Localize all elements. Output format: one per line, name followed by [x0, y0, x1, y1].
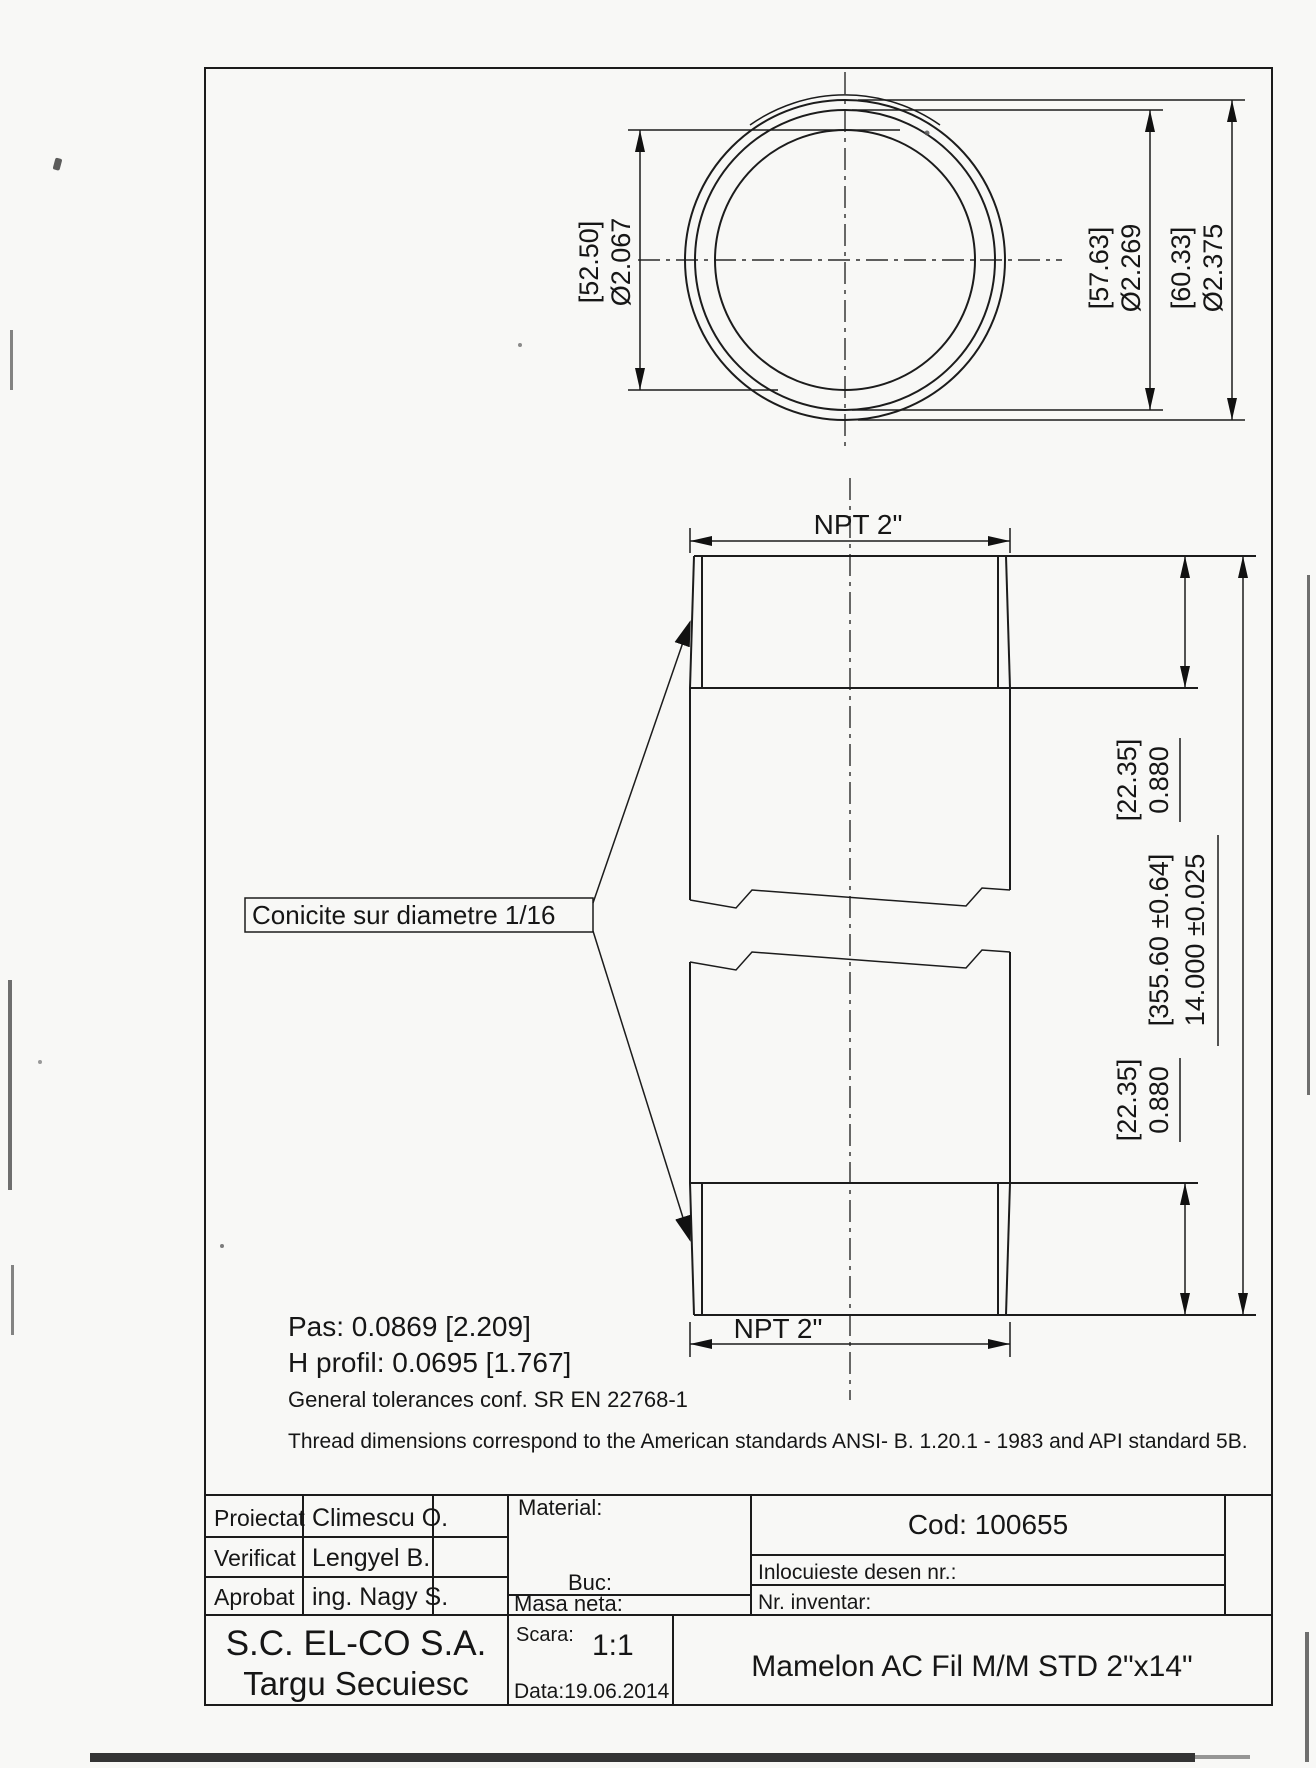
buc-label: Buc:: [568, 1570, 613, 1595]
dim-outer-metric: [60.33]: [1166, 226, 1196, 310]
signature-row-value: Climescu O.: [312, 1504, 449, 1532]
drawing-frame: [205, 68, 1272, 1705]
top-view: [574, 72, 1245, 452]
note-pas: Pas: 0.0869 [2.209]: [288, 1311, 531, 1342]
taper-note-text: Conicite sur diametre 1/16: [252, 900, 556, 930]
scan-speck: [518, 343, 522, 347]
scan-speck: [38, 1060, 42, 1064]
dim-thread-length-bottom: [1112, 1058, 1190, 1315]
dim-inner-metric: [52.50]: [574, 220, 604, 304]
overall-length-metric: [355.60 ±0.64]: [1144, 853, 1174, 1027]
overall-length-inch: 14.000 ±0.025: [1180, 853, 1210, 1027]
note-h-profil: H profil: 0.0695 [1.767]: [288, 1347, 572, 1378]
scale-label: Scara:: [516, 1624, 574, 1646]
scale-value: 1:1: [592, 1629, 634, 1662]
dim-outer-inch: Ø2.375: [1198, 223, 1228, 313]
dim-pitch-diameter: [852, 110, 1163, 410]
dim-pitch-metric: [57.63]: [1084, 226, 1114, 310]
title-block: [205, 1495, 1272, 1705]
note-tolerances: General tolerances conf. SR EN 22768-1: [288, 1387, 688, 1412]
signature-row-value: ing. Nagy S.: [312, 1583, 449, 1611]
front-view: [245, 478, 1256, 1400]
company-name: S.C. EL-CO S.A.: [225, 1624, 487, 1663]
scan-speck: [925, 131, 930, 136]
thread-length-bottom-inch: 0.880: [1144, 1066, 1174, 1134]
dim-inner-diameter: [574, 130, 900, 390]
signature-row-label: Aprobat: [214, 1584, 295, 1610]
leader-line-upper: [593, 622, 690, 903]
part-code: Cod: 100655: [907, 1509, 1069, 1540]
npt-bottom-label: NPT 2": [733, 1313, 823, 1344]
dim-overall-length: [1144, 556, 1248, 1315]
signature-row-label: Verificat: [214, 1545, 296, 1571]
signature-row-value: Lengyel B.: [312, 1544, 431, 1572]
thread-length-top-inch: 0.880: [1144, 746, 1174, 814]
npt-top-label: NPT 2": [813, 509, 903, 540]
note-thread-standard: Thread dimensions correspond to the American standards ANSI- B. 1.20.1 - 1983 and API standard 5B.: [288, 1430, 1248, 1453]
replaces-drawing-label: Inlocuieste desen nr.:: [758, 1561, 957, 1584]
date-value: Data:19.06.2014: [514, 1680, 670, 1703]
masa-neta-label: Masa neta:: [514, 1591, 623, 1616]
dim-inner-inch: Ø2.067: [606, 217, 636, 307]
thread-length-bottom-metric: [22.35]: [1112, 1058, 1142, 1142]
scan-artifacts: [8, 131, 1310, 1763]
scan-speck: [220, 1244, 224, 1248]
part-title: Mamelon AC Fil M/M STD 2"x14": [751, 1650, 1193, 1683]
thread-length-top-metric: [22.35]: [1112, 738, 1142, 822]
company-city: Targu Secuiesc: [243, 1665, 469, 1702]
scan-speck: [53, 157, 63, 170]
signature-row-label: Proiectat: [214, 1505, 305, 1531]
material-label: Material:: [518, 1495, 603, 1520]
leader-line-lower: [593, 931, 690, 1240]
dim-pitch-inch: Ø2.269: [1116, 223, 1146, 313]
taper-note: [245, 622, 690, 1240]
inventory-number-label: Nr. inventar:: [758, 1591, 872, 1614]
